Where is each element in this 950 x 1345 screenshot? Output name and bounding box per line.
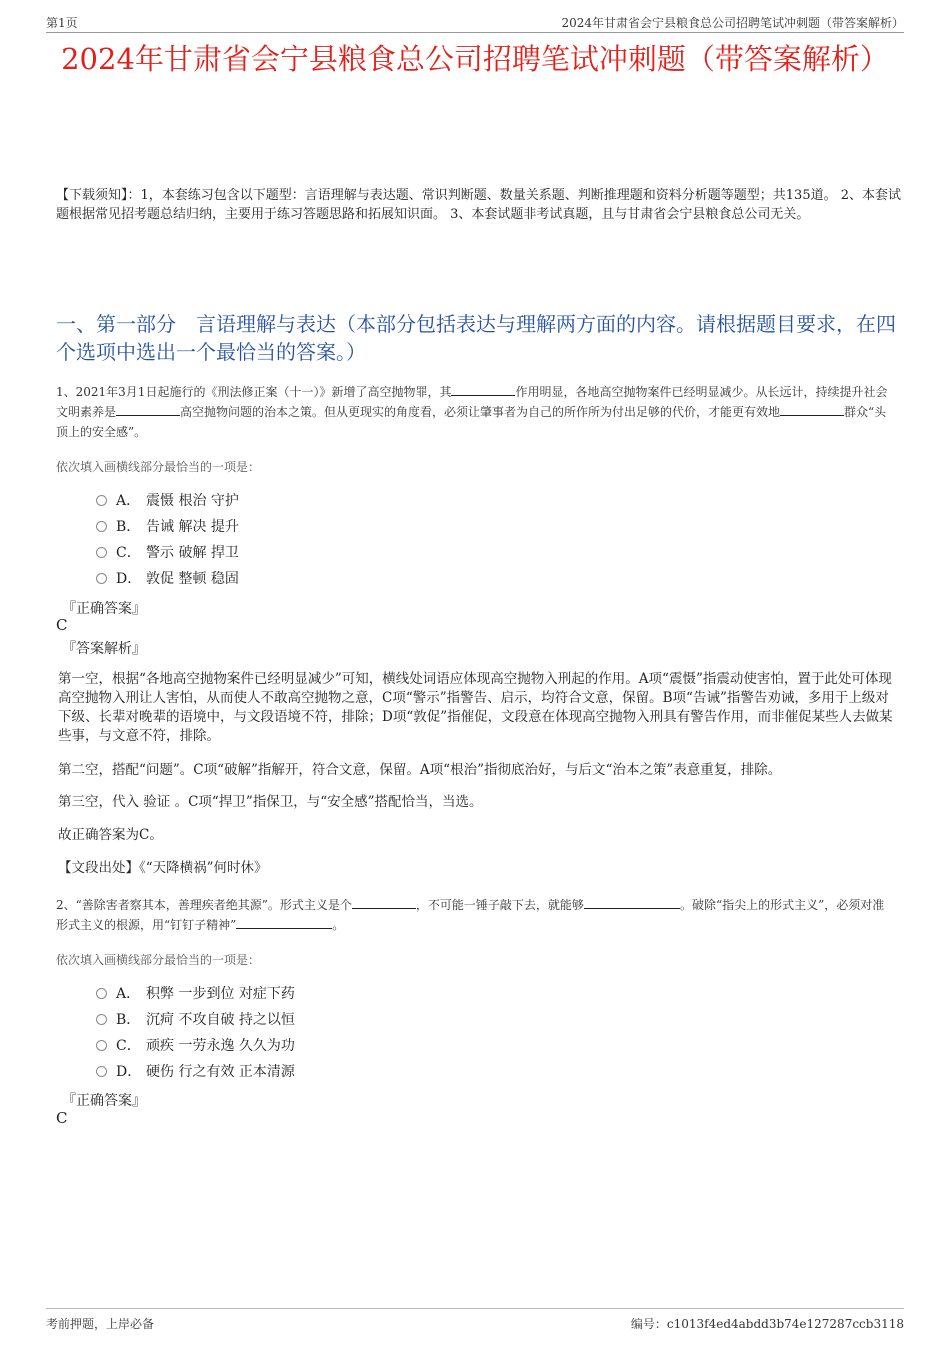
radio-icon[interactable] [96,1014,107,1025]
answer-label: 『正确答案』 [62,601,146,617]
analysis-paragraph-1: 第一空，根据“各地高空抛物案件已经明显减少”可知，横线处词语应体现高空抛物入刑起的作用。A项“震慑”指震动使害怕，置于此处可体现高空抛物入刑让人害怕，从而使人不敢高空抛物之意，C项“警示”指警告、启示，均符合文意，保留。B项“告诫”指警告劝诫，多用于上级对下级、长辈对晚辈的语境中，与文段语境不符，排除；D项“敦促”指催促，文段意在体现高空抛物入刑具有警告作用，而非催促某些人去做某些事，与文意不符，排除。 [58,671,893,744]
page-footer [46,1308,904,1333]
radio-icon[interactable] [96,495,107,506]
fill-blank [352,896,416,909]
question-2-stem: 2、“善除害者察其本，善理疾者绝其源”。形式主义是个 ，不可能一锤子敲下去，就能够 。破除“指尖上的形式主义”，必须对准形式主义的根源，用“钉钉子精神” 。 [56,898,885,932]
radio-icon[interactable] [96,573,107,584]
question-1-prompt: 依次填入画横线部分最恰当的一项是： [56,460,261,474]
source-citation: 【文段出处】《“天降横祸”何时休》 [58,860,268,876]
download-notice: 【下载须知】：1，本套练习包含以下题型：言语理解与表达题、常识判断题、数量关系题、判断推理题和资料分析题等题型；共135道。 2、本套试题根据常见招考题总结归纳，主要用于练习答题思路和拓展知识面。 3、本套试题非考试真题，且与甘肃省会宁县粮食总公司无关。 [56,188,901,222]
radio-icon[interactable] [96,988,107,999]
question-2-option-d[interactable]: D． 硬伤 行之有效 正本清源 [96,1063,295,1081]
fill-blank [584,896,680,909]
answer-value: C [56,1109,68,1127]
question-2-option-a[interactable]: A． 积弊 一步到位 对症下药 [96,985,295,1003]
footer-slogan: 考前押题，上岸必备 [46,1317,155,1331]
question-2-option-c[interactable]: C． 顽疾 一劳永逸 久久为功 [96,1037,295,1055]
analysis-label: 『答案解析』 [62,641,146,657]
page-number: 第1页 [46,16,78,30]
document-code: 编号：c1013f4ed4abdd3b74e127287ccb3118 [630,1317,904,1331]
answer-value: C [56,616,68,634]
page-header [46,14,904,33]
header-doc-title: 2024年甘肃省会宁县粮食总公司招聘笔试冲刺题（带答案解析） [561,16,904,30]
radio-icon[interactable] [96,1066,107,1077]
analysis-conclusion: 故正确答案为C。 [58,827,163,843]
question-1-stem: 1、2021年3月1日起施行的《刑法修正案（十一）》新增了高空抛物罪，其 作用明显，各地高空抛物案件已经明显减少。从长远计，持续提升社会文明素养是 高空抛物问题的治本之策。但从更现实的角度看，必须让肇事者为自己的所作所为付出足够的代价，才能更有效地 群众“头顶上的安全感”。 [56,385,888,439]
question-1-option-d[interactable]: D． 敦促 整顿 稳固 [96,570,239,588]
analysis-paragraph-3: 第三空，代入 验证 。C项“捍卫”指保卫，与“安全感”搭配恰当，当选。 [58,794,483,810]
section-title: 一、第一部分 言语理解与表达（本部分包括表达与理解两方面的内容。请根据题目要求，在四个选项中选出一个最恰当的答案。） [56,312,896,364]
answer-label: 『正确答案』 [62,1093,146,1109]
document-title: 2024年甘肃省会宁县粮食总公司招聘笔试冲刺题（带答案解析） [61,42,889,76]
fill-blank [780,403,844,416]
fill-blank [116,403,180,416]
question-1-option-c[interactable]: C． 警示 破解 捍卫 [96,544,239,562]
question-2-option-b[interactable]: B． 沉疴 不攻自破 持之以恒 [96,1011,295,1029]
fill-blank [451,383,515,396]
question-1-option-a[interactable]: A． 震慑 根治 守护 [96,492,239,510]
radio-icon[interactable] [96,547,107,558]
question-2-prompt: 依次填入画横线部分最恰当的一项是： [56,953,261,967]
analysis-paragraph-2: 第二空，搭配“问题”。C项“破解”指解开，符合文意，保留。A项“根治”指彻底治好，与后文“治本之策”表意重复，排除。 [58,762,782,778]
radio-icon[interactable] [96,1040,107,1051]
fill-blank [236,916,332,929]
radio-icon[interactable] [96,521,107,532]
question-1-option-b[interactable]: B． 告诫 解决 提升 [96,518,239,536]
